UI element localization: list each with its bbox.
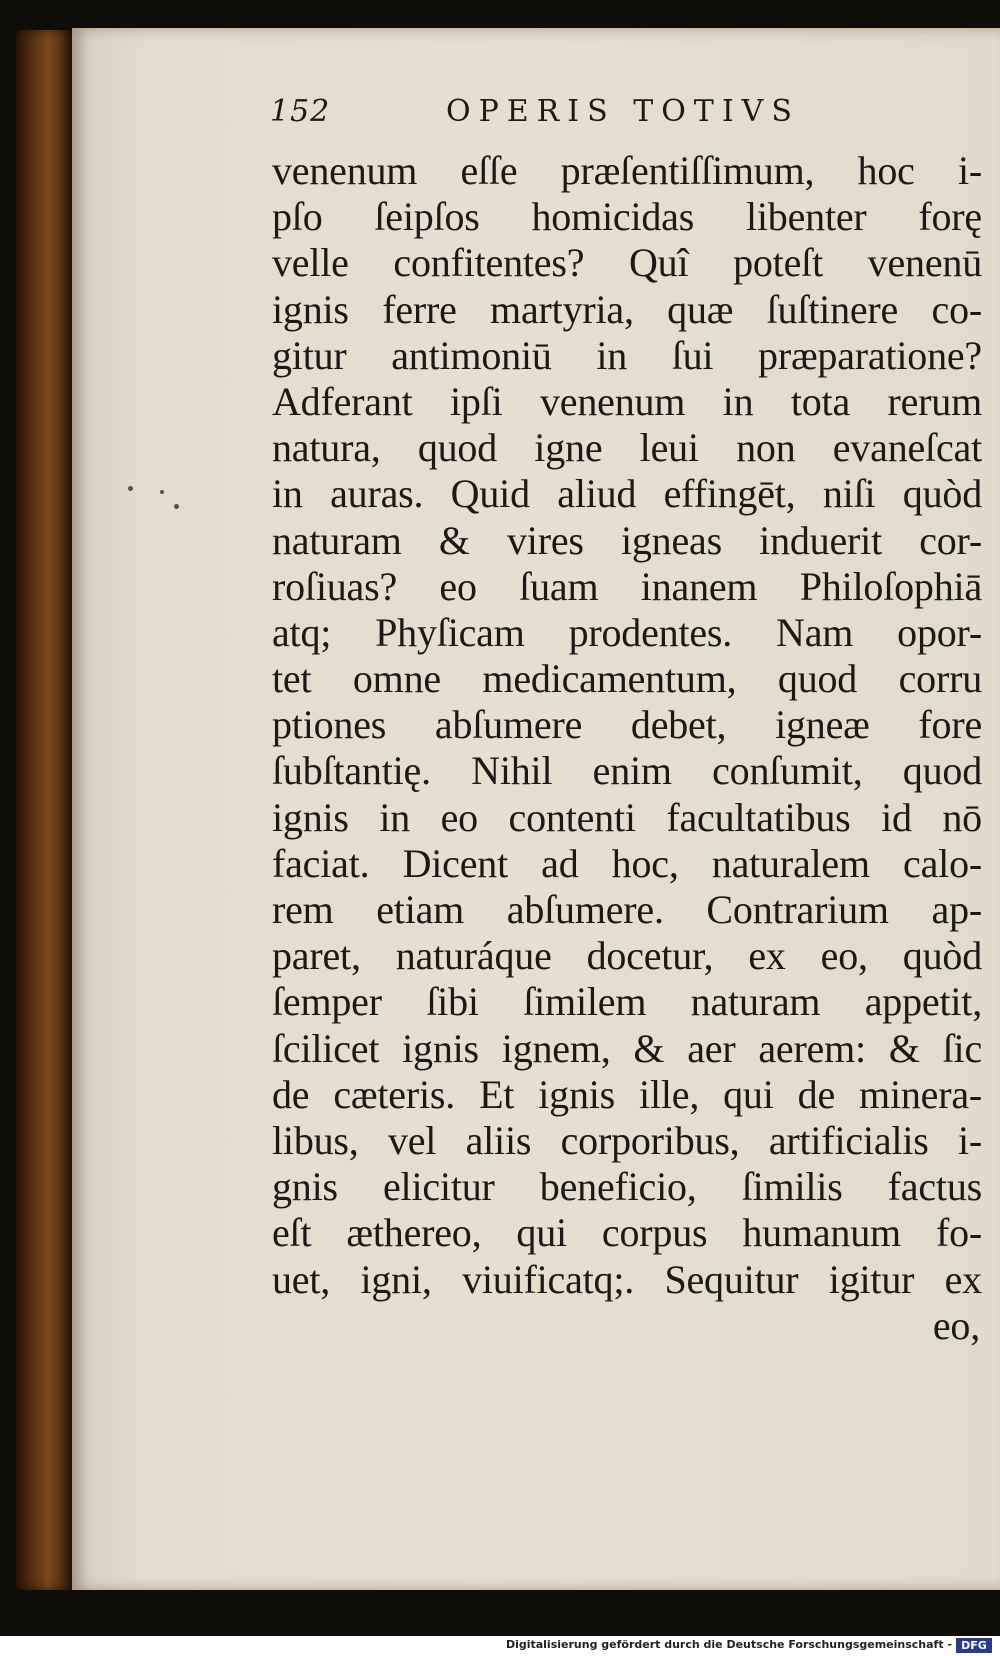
text-line: de cæteris. Et ignis ille, qui de minera- xyxy=(272,1071,982,1117)
text-line: ptiones abſumere debet, igneæ fore xyxy=(272,702,982,748)
ink-speck xyxy=(128,486,133,491)
text-line: pſo ſeipſos homicidas libenter forę xyxy=(272,194,982,240)
text-line: ignis ferre martyria, quæ ſuſtinere co- xyxy=(272,286,982,332)
text-line: rem etiam abſumere. Contrarium ap- xyxy=(272,887,982,932)
text-line: venenum eſſe præſentiſſimum, hoc i- xyxy=(272,148,982,193)
text-line: in auras. Quid aliud effingēt, niſi quòd xyxy=(272,471,982,517)
text-line: naturam & vires igneas induerit cor- xyxy=(272,517,982,563)
text-line: faciat. Dicent ad hoc, naturalem calo- xyxy=(272,840,982,886)
text-line: ignis in eo contenti facultatibus id nō xyxy=(272,794,982,840)
page-header xyxy=(270,94,870,144)
text-line: paret, naturáque docetur, ex eo, quòd xyxy=(272,933,982,979)
catchword: eo, xyxy=(932,1302,980,1348)
text-line: tet omne medicamentum, quod corru xyxy=(272,656,982,702)
funding-credit: Digitalisierung gefördert durch die Deutsche Forschungsgemeinschaft - xyxy=(505,1638,952,1651)
text-line: uet, igni, viuificatq;. Sequitur igitur ex xyxy=(272,1256,982,1302)
text-line: Adferant ipſi venenum in tota rerum xyxy=(272,378,982,424)
text-line: gnis elicitur beneficio, ſimilis factus xyxy=(272,1164,982,1210)
dfg-logo: DFG xyxy=(956,1638,992,1653)
page-number: 152 xyxy=(270,94,331,129)
text-line: ſcilicet ignis ignem, & aer aerem: & ſic xyxy=(272,1025,982,1071)
text-line: roſiuas? eo ſuam inanem Philoſophiā xyxy=(272,563,982,609)
digitization-footer xyxy=(0,1636,1000,1656)
running-head: OPERIS TOTIVS xyxy=(446,94,800,129)
text-line: gitur antimoniū in ſui præparatione? xyxy=(272,332,982,378)
text-line: libus, vel aliis corporibus, artificialis i- xyxy=(272,1117,982,1163)
body-text xyxy=(272,148,982,1349)
margin-ink-specks xyxy=(98,480,188,510)
text-line: natura, quod igne leui non evaneſcat xyxy=(272,425,982,471)
text-line: ſemper ſibi ſimilem naturam appetit, xyxy=(272,979,982,1025)
ink-speck xyxy=(160,490,164,494)
text-line: atq; Phyſicam prodentes. Nam opor- xyxy=(272,609,982,655)
text-line: velle confitentes? Quî poteſt venenū xyxy=(272,240,982,286)
ink-speck xyxy=(174,504,179,509)
book-binding-edge xyxy=(16,30,74,1590)
text-line: eſt æthereo, qui corpus humanum fo- xyxy=(272,1210,982,1256)
text-line: ſubſtantię. Nihil enim conſumit, quod xyxy=(272,748,982,794)
